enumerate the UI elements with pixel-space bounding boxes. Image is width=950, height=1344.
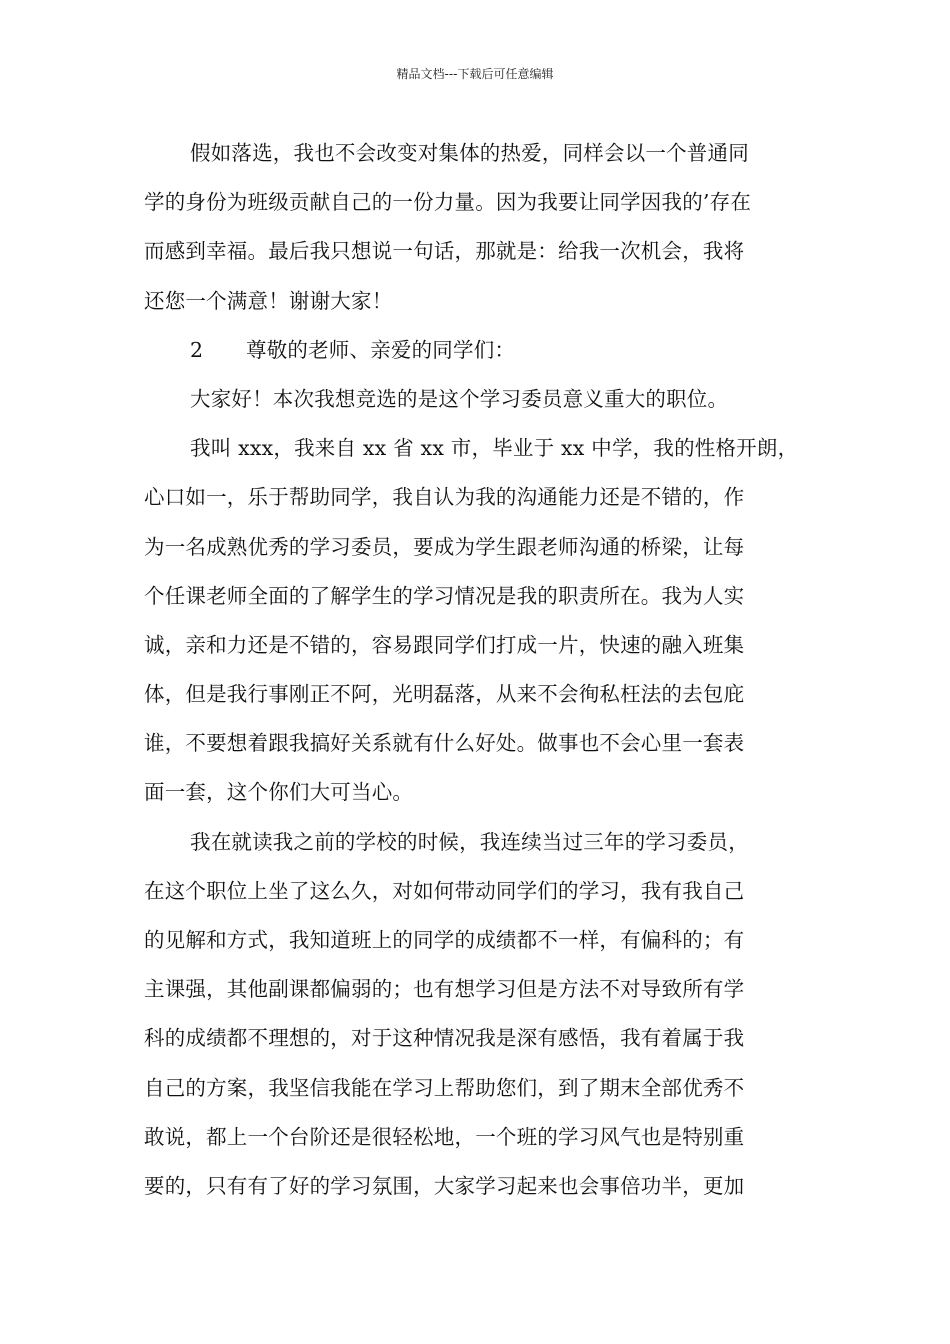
page-header: 精品文档---下载后可任意编辑 <box>396 67 554 81</box>
paragraph <box>144 375 812 424</box>
text-line: 诚，亲和力还是不错的，容易跟同学们打成一片，快速的融入班集 <box>144 632 745 657</box>
text-line: 自己的方案，我坚信我能在学习上帮助您们，到了期末全部优秀不 <box>144 1075 745 1100</box>
text-line: 谁，不要想着跟我搞好关系就有什么好处。做事也不会心里一套表 <box>144 731 745 756</box>
numbered-heading <box>144 326 812 375</box>
text-line: 要的，只有有了好的学习氛围，大家学习起来也会事倍功半，更加 <box>144 1173 745 1198</box>
text-line: 而感到幸福。最后我只想说一句话，那就是：给我一次机会，我将 <box>144 239 745 264</box>
text-line: 敢说，都上一个台阶还是很轻松地，一个班的学习风气也是特别重 <box>144 1124 745 1149</box>
document-body <box>144 129 812 1211</box>
text-line: 学的身份为班级贡献自己的一份力量。因为我要让同学因我的’存在 <box>144 190 752 215</box>
text-line: 面一套，这个你们大可当心。 <box>144 780 414 805</box>
text-line: 我叫 xxx，我来自 xx 省 xx 市，毕业于 xx 中学，我的性格开朗， <box>190 436 799 461</box>
text-line: 心口如一，乐于帮助同学，我自认为我的沟通能力还是不错的，作 <box>144 485 745 510</box>
text-line: 假如落选，我也不会改变对集体的热爱，同样会以一个普通同 <box>190 141 749 165</box>
text-line: 个任课老师全面的了解学生的学习情况是我的职责所在。我为人实 <box>144 583 745 608</box>
text-line: 科的成绩都不理想的，对于这种情况我是深有感悟，我有着属于我 <box>144 1026 745 1051</box>
section-number: 2 <box>190 337 204 362</box>
text-line: 还您一个满意！谢谢大家！ <box>144 288 393 313</box>
salutation: 尊敬的老师、亲爱的同学们： <box>246 337 516 362</box>
paragraph <box>144 424 812 818</box>
text-line: 为一名成熟优秀的学习委员，要成为学生跟老师沟通的桥梁，让每 <box>144 534 745 559</box>
paragraph <box>144 129 812 326</box>
text-line: 我在就读我之前的学校的时候，我连续当过三年的学习委员， <box>190 829 749 854</box>
text-line: 大家好！本次我想竞选的是这个学习委员意义重大的职位。 <box>190 386 729 411</box>
text-line: 的见解和方式，我知道班上的同学的成绩都不一样，有偏科的；有 <box>144 928 745 952</box>
paragraph <box>144 818 812 1212</box>
text-line: 主课强，其他副课都偏弱的；也有想学习但是方法不对导致所有学 <box>144 977 745 1002</box>
text-line: 在这个职位上坐了这么久，对如何带动同学们的学习，我有我自己 <box>144 878 745 903</box>
text-line: 体，但是我行事刚正不阿，光明磊落，从来不会徇私枉法的去包庇 <box>144 682 745 707</box>
